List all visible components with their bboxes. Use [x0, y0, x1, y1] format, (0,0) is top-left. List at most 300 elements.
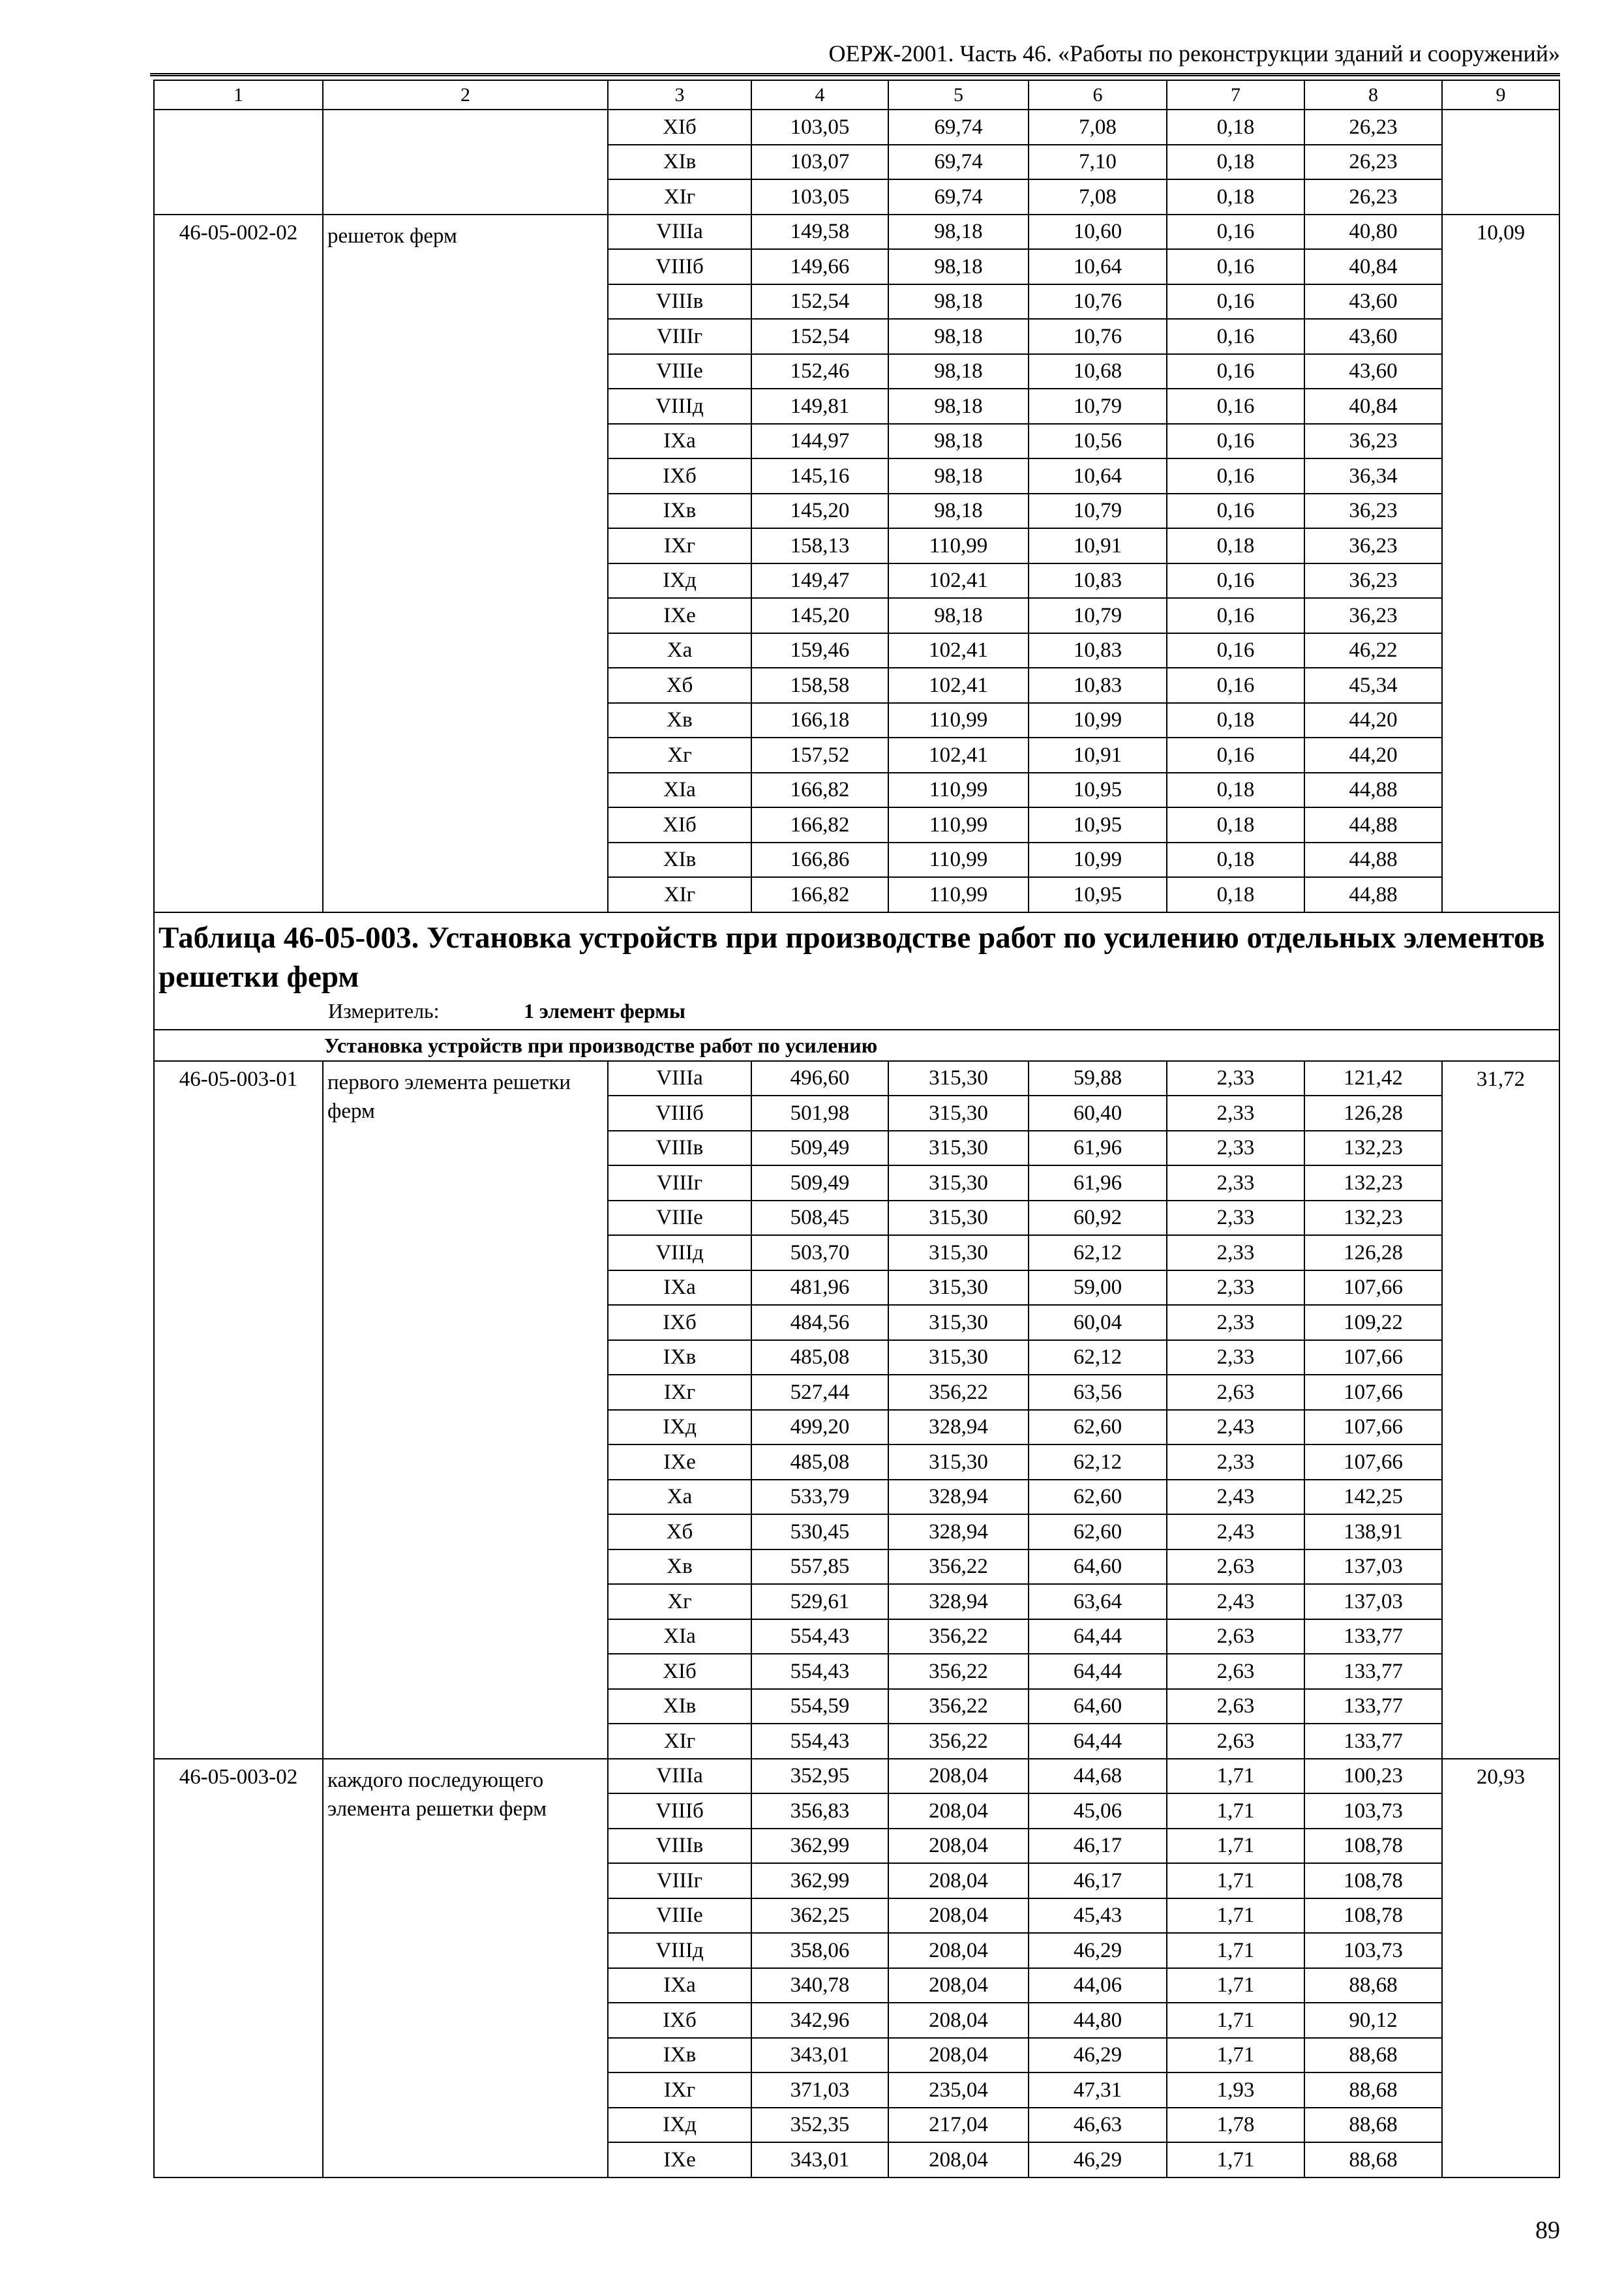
value-cell: 69,74	[888, 179, 1029, 215]
value-cell: 110,99	[888, 843, 1029, 878]
value-cell: 496,60	[751, 1061, 888, 1096]
value-cell: 1,93	[1167, 2072, 1304, 2108]
value-cell: 481,96	[751, 1270, 888, 1306]
rate-code-cell: 46-05-003-02	[154, 1759, 323, 2177]
value-cell: 166,82	[751, 773, 888, 808]
value-cell: 88,68	[1304, 2142, 1442, 2177]
value-cell: 362,99	[751, 1829, 888, 1864]
value-cell: 40,80	[1304, 215, 1442, 250]
value-cell: 217,04	[888, 2108, 1029, 2143]
zone-cell: IXв	[608, 1340, 751, 1375]
zone-cell: IXг	[608, 2072, 751, 2108]
rates-table	[153, 80, 1560, 2178]
value-cell: 133,77	[1304, 1724, 1442, 1759]
value-cell: 103,05	[751, 110, 888, 145]
value-cell: 46,29	[1029, 2038, 1167, 2073]
zone-cell: XIа	[608, 1619, 751, 1654]
value-cell: 0,16	[1167, 598, 1304, 633]
value-cell: 208,04	[888, 1898, 1029, 1934]
zone-cell: IXа	[608, 1968, 751, 2003]
value-cell: 2,43	[1167, 1514, 1304, 1549]
value-cell: 358,06	[751, 1933, 888, 1968]
value-cell: 64,44	[1029, 1724, 1167, 1759]
zone-cell: VIIIб	[608, 1793, 751, 1829]
value-cell: 235,04	[888, 2072, 1029, 2108]
value-cell: 10,83	[1029, 633, 1167, 668]
column-number-cell: 3	[608, 80, 751, 110]
zone-cell: IXб	[608, 2003, 751, 2038]
value-cell: 356,22	[888, 1619, 1029, 1654]
value-cell: 508,45	[751, 1201, 888, 1236]
value-cell: 61,96	[1029, 1165, 1167, 1201]
value-cell: 110,99	[888, 807, 1029, 843]
value-cell: 36,23	[1304, 528, 1442, 563]
value-cell: 10,95	[1029, 877, 1167, 912]
value-cell: 88,68	[1304, 2038, 1442, 2073]
value-cell: 110,99	[888, 528, 1029, 563]
value-cell: 108,78	[1304, 1863, 1442, 1898]
value-cell: 484,56	[751, 1305, 888, 1340]
value-cell: 208,04	[888, 1829, 1029, 1864]
value-cell: 137,03	[1304, 1549, 1442, 1585]
value-cell: 10,95	[1029, 773, 1167, 808]
value-cell: 145,16	[751, 458, 888, 494]
value-cell: 0,16	[1167, 633, 1304, 668]
rate-code-cell: 46-05-003-01	[154, 1061, 323, 1759]
section-subheader-cell	[154, 1030, 1559, 1061]
value-cell: 557,85	[751, 1549, 888, 1585]
zone-cell: IXб	[608, 458, 751, 494]
value-cell: 46,29	[1029, 1933, 1167, 1968]
value-cell: 159,46	[751, 633, 888, 668]
value-cell: 356,22	[888, 1549, 1029, 1585]
value-cell: 0,16	[1167, 424, 1304, 459]
value-cell: 98,18	[888, 319, 1029, 354]
column-9-cell: 31,72	[1442, 1061, 1559, 1759]
column-number-cell: 1	[154, 80, 323, 110]
value-cell: 10,64	[1029, 249, 1167, 284]
value-cell: 2,63	[1167, 1689, 1304, 1724]
zone-cell: IXв	[608, 494, 751, 529]
value-cell: 103,07	[751, 145, 888, 180]
header-double-rule	[150, 73, 1560, 76]
zone-cell: IXе	[608, 2142, 751, 2177]
value-cell: 527,44	[751, 1375, 888, 1410]
zone-cell: VIIIг	[608, 319, 751, 354]
column-number-cell: 5	[888, 80, 1029, 110]
value-cell: 44,88	[1304, 807, 1442, 843]
value-cell: 36,23	[1304, 494, 1442, 529]
value-cell: 533,79	[751, 1480, 888, 1515]
value-cell: 137,03	[1304, 1584, 1442, 1619]
value-cell: 10,95	[1029, 807, 1167, 843]
value-cell: 371,03	[751, 2072, 888, 2108]
value-cell: 46,22	[1304, 633, 1442, 668]
value-cell: 554,43	[751, 1619, 888, 1654]
value-cell: 98,18	[888, 284, 1029, 320]
value-cell: 0,18	[1167, 110, 1304, 145]
value-cell: 10,79	[1029, 494, 1167, 529]
zone-cell: IXг	[608, 1375, 751, 1410]
value-cell: 102,41	[888, 633, 1029, 668]
value-cell: 485,08	[751, 1444, 888, 1480]
value-cell: 102,41	[888, 738, 1029, 773]
value-cell: 554,43	[751, 1654, 888, 1689]
zone-cell: XIа	[608, 773, 751, 808]
value-cell: 64,44	[1029, 1654, 1167, 1689]
value-cell: 10,76	[1029, 319, 1167, 354]
value-cell: 208,04	[888, 1933, 1029, 1968]
value-cell: 43,60	[1304, 319, 1442, 354]
value-cell: 315,30	[888, 1131, 1029, 1166]
value-cell: 133,77	[1304, 1654, 1442, 1689]
zone-cell: Xг	[608, 1584, 751, 1619]
value-cell: 10,91	[1029, 528, 1167, 563]
value-cell: 0,18	[1167, 807, 1304, 843]
value-cell: 0,16	[1167, 319, 1304, 354]
value-cell: 46,17	[1029, 1829, 1167, 1864]
value-cell: 315,30	[888, 1235, 1029, 1270]
value-cell: 356,83	[751, 1793, 888, 1829]
value-cell: 107,66	[1304, 1444, 1442, 1480]
zone-cell: VIIIе	[608, 1201, 751, 1236]
value-cell: 2,33	[1167, 1096, 1304, 1131]
value-cell: 107,66	[1304, 1270, 1442, 1306]
value-cell: 0,18	[1167, 145, 1304, 180]
value-cell: 100,23	[1304, 1759, 1442, 1794]
value-cell: 36,34	[1304, 458, 1442, 494]
value-cell: 10,83	[1029, 563, 1167, 599]
value-cell: 121,42	[1304, 1061, 1442, 1096]
value-cell: 126,28	[1304, 1235, 1442, 1270]
value-cell: 44,68	[1029, 1759, 1167, 1794]
zone-cell: VIIIб	[608, 1096, 751, 1131]
value-cell: 26,23	[1304, 179, 1442, 215]
value-cell: 43,60	[1304, 284, 1442, 320]
value-cell: 208,04	[888, 2003, 1029, 2038]
value-cell: 98,18	[888, 249, 1029, 284]
value-cell: 315,30	[888, 1165, 1029, 1201]
value-cell: 0,16	[1167, 738, 1304, 773]
meter-value: 1 элемент фермы	[524, 998, 685, 1023]
value-cell: 43,60	[1304, 354, 1442, 389]
value-cell: 2,63	[1167, 1619, 1304, 1654]
table-title-cell	[154, 912, 1559, 1030]
zone-cell: VIIIг	[608, 1863, 751, 1898]
value-cell: 328,94	[888, 1480, 1029, 1515]
value-cell: 62,12	[1029, 1235, 1167, 1270]
value-cell: 61,96	[1029, 1131, 1167, 1166]
value-cell: 64,60	[1029, 1549, 1167, 1585]
zone-cell: VIIIг	[608, 1165, 751, 1201]
zone-cell: Xв	[608, 1549, 751, 1585]
value-cell: 44,88	[1304, 843, 1442, 878]
zone-cell: IXа	[608, 1270, 751, 1306]
value-cell: 328,94	[888, 1514, 1029, 1549]
value-cell: 132,23	[1304, 1165, 1442, 1201]
value-cell: 145,20	[751, 494, 888, 529]
value-cell: 2,43	[1167, 1480, 1304, 1515]
value-cell: 356,22	[888, 1375, 1029, 1410]
value-cell: 62,60	[1029, 1480, 1167, 1515]
zone-cell: VIIIб	[608, 249, 751, 284]
value-cell: 2,33	[1167, 1340, 1304, 1375]
value-cell: 529,61	[751, 1584, 888, 1619]
value-cell: 499,20	[751, 1410, 888, 1445]
page-number: 89	[1535, 2217, 1560, 2244]
value-cell: 107,66	[1304, 1340, 1442, 1375]
value-cell: 98,18	[888, 389, 1029, 424]
value-cell: 2,63	[1167, 1654, 1304, 1689]
value-cell: 2,33	[1167, 1201, 1304, 1236]
value-cell: 352,95	[751, 1759, 888, 1794]
value-cell: 10,91	[1029, 738, 1167, 773]
zone-cell: Xб	[608, 1514, 751, 1549]
value-cell: 501,98	[751, 1096, 888, 1131]
value-cell: 208,04	[888, 2142, 1029, 2177]
value-cell: 62,12	[1029, 1444, 1167, 1480]
value-cell: 36,23	[1304, 424, 1442, 459]
value-cell: 328,94	[888, 1410, 1029, 1445]
value-cell: 10,83	[1029, 668, 1167, 703]
value-cell: 60,40	[1029, 1096, 1167, 1131]
zone-cell: IXд	[608, 563, 751, 599]
value-cell: 126,28	[1304, 1096, 1442, 1131]
work-description-cell	[323, 110, 608, 215]
zone-cell: XIг	[608, 1724, 751, 1759]
value-cell: 46,17	[1029, 1863, 1167, 1898]
value-cell: 2,33	[1167, 1061, 1304, 1096]
value-cell: 47,31	[1029, 2072, 1167, 2108]
value-cell: 44,20	[1304, 703, 1442, 738]
value-cell: 110,99	[888, 703, 1029, 738]
value-cell: 110,99	[888, 877, 1029, 912]
value-cell: 509,49	[751, 1131, 888, 1166]
value-cell: 208,04	[888, 1968, 1029, 2003]
value-cell: 62,60	[1029, 1514, 1167, 1549]
running-header: ОЕРЖ-2001. Часть 46. «Работы по реконструкции зданий и сооружений»	[828, 40, 1560, 67]
value-cell: 315,30	[888, 1444, 1029, 1480]
value-cell: 2,33	[1167, 1444, 1304, 1480]
zone-cell: VIIIд	[608, 1933, 751, 1968]
table-title: Таблица 46-05-003. Установка устройств при производстве работ по усилению отдельных элементов решетки ферм	[158, 920, 1545, 994]
value-cell: 59,88	[1029, 1061, 1167, 1096]
work-description-cell: первого элемента решетки ферм	[323, 1061, 608, 1759]
value-cell: 1,71	[1167, 2142, 1304, 2177]
value-cell: 1,71	[1167, 1898, 1304, 1934]
value-cell: 107,66	[1304, 1410, 1442, 1445]
value-cell: 10,68	[1029, 354, 1167, 389]
zone-cell: IXе	[608, 1444, 751, 1480]
zone-cell: Xа	[608, 1480, 751, 1515]
value-cell: 133,77	[1304, 1689, 1442, 1724]
value-cell: 509,49	[751, 1165, 888, 1201]
value-cell: 69,74	[888, 145, 1029, 180]
value-cell: 0,16	[1167, 563, 1304, 599]
value-cell: 149,58	[751, 215, 888, 250]
value-cell: 10,56	[1029, 424, 1167, 459]
zone-cell: XIб	[608, 1654, 751, 1689]
value-cell: 108,78	[1304, 1898, 1442, 1934]
zone-cell: VIIIа	[608, 1061, 751, 1096]
value-cell: 208,04	[888, 1759, 1029, 1794]
value-cell: 44,20	[1304, 738, 1442, 773]
value-cell: 44,88	[1304, 773, 1442, 808]
value-cell: 2,63	[1167, 1375, 1304, 1410]
value-cell: 132,23	[1304, 1201, 1442, 1236]
value-cell: 69,74	[888, 110, 1029, 145]
table-title-row	[154, 912, 1559, 1030]
value-cell: 0,18	[1167, 703, 1304, 738]
value-cell: 340,78	[751, 1968, 888, 2003]
value-cell: 315,30	[888, 1270, 1029, 1306]
column-number-row	[154, 80, 1559, 110]
value-cell: 554,43	[751, 1724, 888, 1759]
rate-code-cell: 46-05-002-02	[154, 215, 323, 912]
value-cell: 166,18	[751, 703, 888, 738]
zone-cell: Xа	[608, 633, 751, 668]
section-subheader-row	[154, 1030, 1559, 1061]
table-row	[154, 110, 1559, 145]
value-cell: 315,30	[888, 1201, 1029, 1236]
zone-cell: VIIIе	[608, 1898, 751, 1934]
value-cell: 59,00	[1029, 1270, 1167, 1306]
zone-cell: IXв	[608, 2038, 751, 2073]
column-number-cell: 8	[1304, 80, 1442, 110]
value-cell: 46,29	[1029, 2142, 1167, 2177]
value-cell: 63,64	[1029, 1584, 1167, 1619]
zone-cell: Xв	[608, 703, 751, 738]
value-cell: 2,43	[1167, 1584, 1304, 1619]
value-cell: 7,10	[1029, 145, 1167, 180]
value-cell: 315,30	[888, 1096, 1029, 1131]
value-cell: 90,12	[1304, 2003, 1442, 2038]
column-number-cell: 9	[1442, 80, 1559, 110]
value-cell: 138,91	[1304, 1514, 1442, 1549]
value-cell: 1,71	[1167, 1829, 1304, 1864]
value-cell: 2,33	[1167, 1131, 1304, 1166]
value-cell: 132,23	[1304, 1131, 1442, 1166]
value-cell: 88,68	[1304, 1968, 1442, 2003]
value-cell: 36,23	[1304, 563, 1442, 599]
value-cell: 362,25	[751, 1898, 888, 1934]
value-cell: 10,99	[1029, 703, 1167, 738]
value-cell: 60,92	[1029, 1201, 1167, 1236]
value-cell: 0,18	[1167, 179, 1304, 215]
value-cell: 98,18	[888, 424, 1029, 459]
value-cell: 485,08	[751, 1340, 888, 1375]
zone-cell: IXб	[608, 1305, 751, 1340]
rate-code-cell	[154, 110, 323, 215]
value-cell: 1,71	[1167, 1933, 1304, 1968]
value-cell: 356,22	[888, 1724, 1029, 1759]
value-cell: 64,60	[1029, 1689, 1167, 1724]
value-cell: 62,12	[1029, 1340, 1167, 1375]
value-cell: 44,80	[1029, 2003, 1167, 2038]
value-cell: 157,52	[751, 738, 888, 773]
zone-cell: VIIIа	[608, 1759, 751, 1794]
zone-cell: XIг	[608, 179, 751, 215]
value-cell: 10,99	[1029, 843, 1167, 878]
meter-line	[158, 998, 1555, 1024]
value-cell: 88,68	[1304, 2108, 1442, 2143]
value-cell: 0,16	[1167, 215, 1304, 250]
value-cell: 45,34	[1304, 668, 1442, 703]
column-9-cell: 10,09	[1442, 215, 1559, 912]
table-row	[154, 1759, 1559, 1794]
column-9-cell: 20,93	[1442, 1759, 1559, 2177]
table-row	[154, 215, 1559, 250]
meter-label: Измеритель:	[328, 998, 440, 1023]
value-cell: 64,44	[1029, 1619, 1167, 1654]
value-cell: 152,54	[751, 284, 888, 320]
value-cell: 45,43	[1029, 1898, 1167, 1934]
zone-cell: XIг	[608, 877, 751, 912]
value-cell: 158,58	[751, 668, 888, 703]
value-cell: 315,30	[888, 1340, 1029, 1375]
value-cell: 158,13	[751, 528, 888, 563]
zone-cell: Xб	[608, 668, 751, 703]
value-cell: 2,33	[1167, 1270, 1304, 1306]
value-cell: 2,63	[1167, 1724, 1304, 1759]
value-cell: 45,06	[1029, 1793, 1167, 1829]
value-cell: 98,18	[888, 458, 1029, 494]
zone-cell: XIб	[608, 807, 751, 843]
value-cell: 10,79	[1029, 598, 1167, 633]
value-cell: 342,96	[751, 2003, 888, 2038]
value-cell: 36,23	[1304, 598, 1442, 633]
value-cell: 44,06	[1029, 1968, 1167, 2003]
value-cell: 7,08	[1029, 179, 1167, 215]
value-cell: 503,70	[751, 1235, 888, 1270]
zone-cell: VIIIд	[608, 389, 751, 424]
value-cell: 44,88	[1304, 877, 1442, 912]
value-cell: 208,04	[888, 2038, 1029, 2073]
zone-cell: VIIIа	[608, 215, 751, 250]
value-cell: 208,04	[888, 1793, 1029, 1829]
column-number-cell: 6	[1029, 80, 1167, 110]
value-cell: 98,18	[888, 494, 1029, 529]
value-cell: 142,25	[1304, 1480, 1442, 1515]
column-9-cell	[1442, 110, 1559, 215]
value-cell: 60,04	[1029, 1305, 1167, 1340]
value-cell: 10,60	[1029, 215, 1167, 250]
value-cell: 88,68	[1304, 2072, 1442, 2108]
value-cell: 103,73	[1304, 1933, 1442, 1968]
zone-cell: XIб	[608, 110, 751, 145]
value-cell: 109,22	[1304, 1305, 1442, 1340]
section-subheader: Установка устройств при производстве работ по усилению	[324, 1033, 878, 1057]
zone-cell: IXа	[608, 424, 751, 459]
value-cell: 10,76	[1029, 284, 1167, 320]
zone-cell: IXг	[608, 528, 751, 563]
value-cell: 315,30	[888, 1061, 1029, 1096]
value-cell: 0,16	[1167, 284, 1304, 320]
value-cell: 10,79	[1029, 389, 1167, 424]
value-cell: 152,46	[751, 354, 888, 389]
value-cell: 0,16	[1167, 249, 1304, 284]
zone-cell: XIв	[608, 145, 751, 180]
value-cell: 1,71	[1167, 1793, 1304, 1829]
table-row	[154, 1061, 1559, 1096]
value-cell: 2,43	[1167, 1410, 1304, 1445]
zone-cell: VIIIе	[608, 354, 751, 389]
value-cell: 2,33	[1167, 1165, 1304, 1201]
value-cell: 40,84	[1304, 249, 1442, 284]
work-description-cell: каждого последующего элемента решетки ферм	[323, 1759, 608, 2177]
value-cell: 0,16	[1167, 668, 1304, 703]
value-cell: 328,94	[888, 1584, 1029, 1619]
